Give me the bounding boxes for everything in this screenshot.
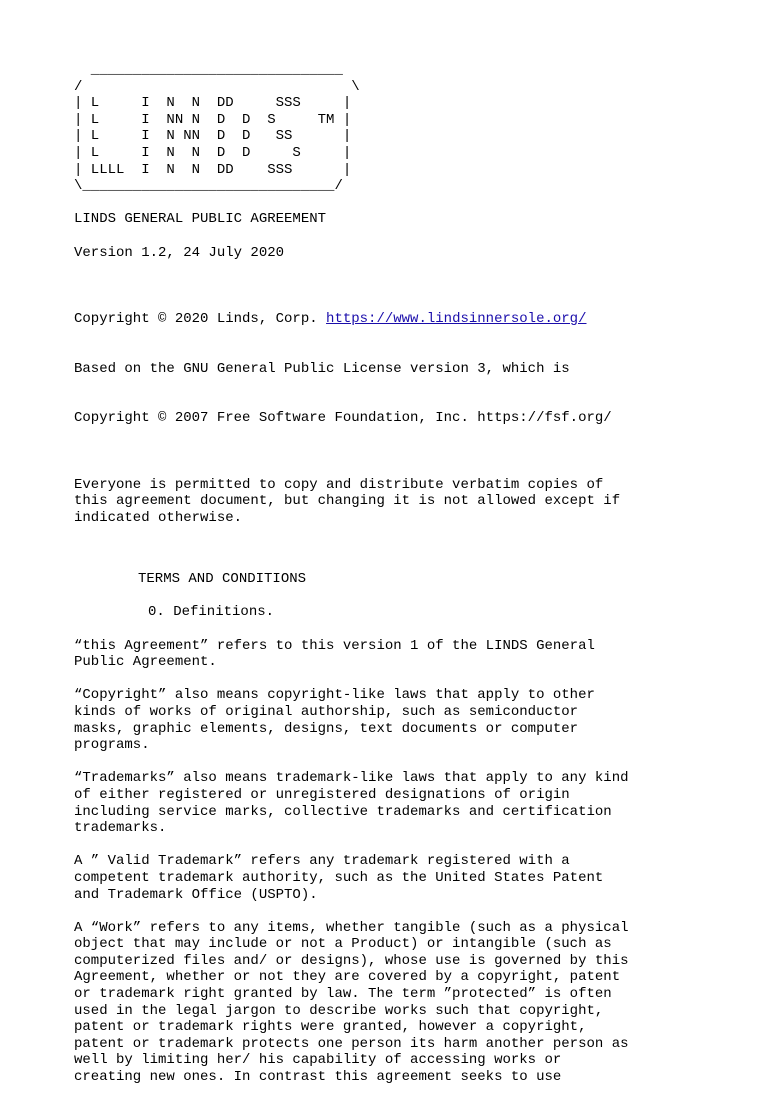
definition-paragraph: “this Agreement” refers to this version 1 of the LINDS General Public Agreement.: [74, 637, 595, 671]
document-title: LINDS GENERAL PUBLIC AGREEMENT: [74, 211, 327, 228]
definitions-heading: 0. Definitions.: [148, 604, 275, 621]
banner-line: ______________________________: [74, 62, 343, 78]
terms-heading: TERMS AND CONDITIONS: [138, 571, 307, 588]
version-line: Version 1.2, 24 July 2020: [74, 244, 285, 261]
permission-notice: Everyone is permitted to copy and distribute verbatim copies of this agreement document, but changing it is not allowed except if indicated otherwise.: [74, 476, 621, 527]
ascii-banner-logo: [74, 62, 754, 195]
banner-line: | LLLL I N N DD SSS |: [74, 161, 352, 178]
document-page: [74, 62, 754, 1102]
definition-paragraph: A “Work” refers to any items, whether tangible (such as a physical object that may include or not a Product) or intangible (such as computerized files and/ or designs), whose use is governed by this Agreement, whether or not they are covered by a copyright, patent or trademark right granted by law. The term ”protected” is often used in the legal jargon to describe works such that copyright, patent or trademark rights were granted, however a copyright, patent or trademark protects one person its harm another person as well by limiting her/ his capability of accessing works or creating new ones. In contrast this agreement seeks to use: [74, 919, 629, 1086]
linds-website-link[interactable]: https://www.lindsinnersole.org/: [326, 310, 587, 327]
copyright-block: [74, 278, 754, 461]
copyright-linds: Copyright © 2020 Linds, Corp.: [74, 310, 327, 327]
banner-line: | L I N N DD SSS |: [74, 95, 352, 112]
definition-paragraph: A ” Valid Trademark” refers any trademark registered with a competent trademark authority, such as the United States Patent and Trademark Office (USPTO).: [74, 853, 604, 903]
banner-line: | L I N NN D D SS |: [74, 128, 352, 145]
gpl-basis-line: Based on the GNU General Public License version 3, which is: [74, 360, 570, 377]
banner-line: | L I N N D D S |: [74, 144, 352, 161]
banner-line: / \: [74, 78, 360, 95]
definition-paragraph: “Copyright” also means copyright-like laws that apply to other kinds of works of original authorship, such as semiconductor masks, graphic elements, designs, text documents or computer programs.: [74, 687, 595, 754]
definition-paragraph: “Trademarks” also means trademark-like laws that apply to any kind of either registered or unregistered designations of origin including service marks, collective trademarks and certification trademarks.: [74, 770, 629, 837]
banner-line: | L I NN N D D S TM |: [74, 111, 352, 128]
banner-line: \______________________________/: [74, 178, 343, 195]
fsf-copyright-line: Copyright © 2007 Free Software Foundation, Inc. https://fsf.org/: [74, 410, 612, 427]
